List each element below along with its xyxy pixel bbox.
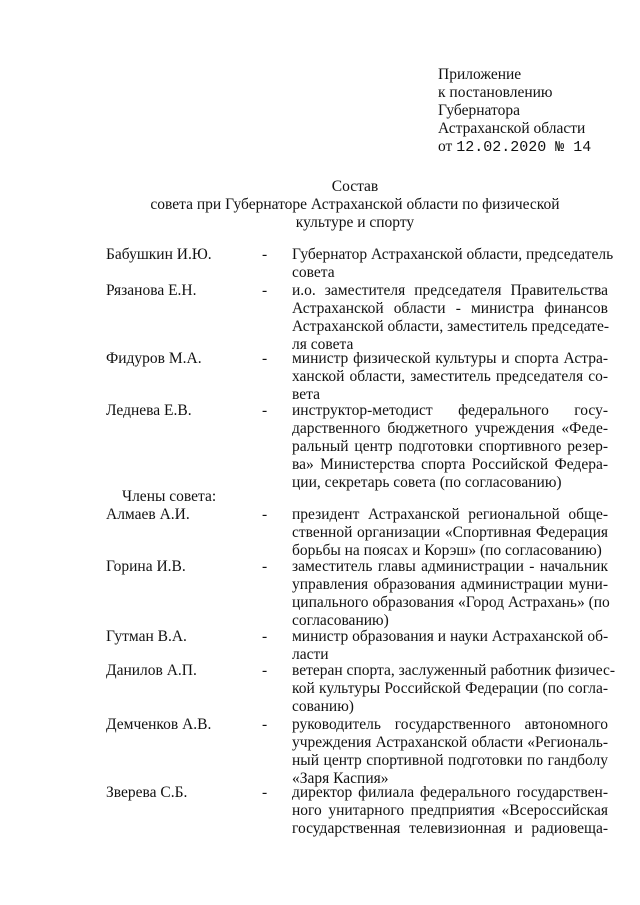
- role-line: ный центр спортивной подготовки по гандболу: [292, 752, 608, 769]
- role-line: Астраханской области, заместитель председате-: [292, 318, 609, 335]
- date-value: 12.02.2020 № 14: [456, 139, 592, 156]
- role-line: кой культуры Российской Федерации (по согла-: [292, 680, 608, 697]
- role-line: Астраханской области - министра финансов: [292, 300, 608, 317]
- role-line: государственная телевизионная и радиовеща-: [292, 820, 608, 837]
- dash: -: [262, 716, 268, 733]
- role-line: инструктор-методист федерального госу-: [292, 402, 608, 419]
- member-name: Бабушкин И.Ю.: [106, 246, 212, 263]
- document-title: [150, 178, 560, 232]
- member-name: Алмаев А.И.: [106, 506, 190, 523]
- dash: -: [262, 402, 268, 419]
- appendix-line: Астраханской области: [438, 120, 586, 137]
- member-name: Зверева С.Б.: [106, 784, 188, 801]
- date-prefix: от: [438, 138, 453, 155]
- role-line: министр образования и науки Астраханской об-: [292, 628, 609, 645]
- role-line: ласти: [292, 646, 329, 663]
- role-line: согласованию): [292, 612, 389, 629]
- member-name: Демченков А.В.: [106, 716, 212, 733]
- role-line: «Заря Каспия»: [292, 770, 389, 787]
- member-role: [292, 282, 608, 354]
- dash: -: [262, 558, 268, 575]
- role-line: ного унитарного предприятия «Всероссийская: [292, 802, 608, 819]
- dash: -: [262, 662, 268, 679]
- role-line: министр физической культуры и спорта Астра-: [292, 350, 608, 367]
- member-role: [292, 784, 608, 838]
- dash: -: [262, 282, 268, 299]
- appendix-block: [438, 66, 591, 157]
- title-line: совета при Губернаторе Астраханской области по физической: [150, 196, 560, 213]
- appendix-line: Приложение: [438, 66, 522, 83]
- role-line: ции, секретарь совета (по согласованию): [292, 474, 562, 491]
- role-line: ральный центр подготовки спортивного резер-: [292, 438, 608, 455]
- appendix-date: [438, 138, 591, 157]
- dash: -: [262, 628, 268, 645]
- role-line: ханской области, заместитель председателя со-: [292, 368, 608, 385]
- title-line: Состав: [331, 178, 379, 195]
- role-line: директор филиала федерального государствен-: [292, 784, 608, 801]
- role-line: дарственного бюджетного учреждения «Феде-: [292, 420, 608, 437]
- dash: -: [262, 784, 268, 801]
- member-role: [292, 506, 608, 560]
- member-role: [292, 628, 608, 664]
- role-line: руководитель государственного автономного: [292, 716, 608, 733]
- role-line: ва» Министерства спорта Российской Федера-: [292, 456, 608, 473]
- member-name: Данилов А.П.: [106, 662, 197, 679]
- dash: -: [262, 506, 268, 523]
- member-name: Рязанова Е.Н.: [106, 282, 197, 299]
- title-line: культуре и спорту: [295, 214, 415, 231]
- role-line: президент Астраханской региональной обще-: [292, 506, 608, 523]
- member-role: [292, 350, 608, 404]
- role-line: борьбы на поясах и Корэш» (по согласованию): [292, 542, 602, 559]
- dash: -: [262, 246, 268, 263]
- role-line: ципального образования «Город Астрахань» (по: [292, 594, 610, 611]
- member-name: Горина И.В.: [106, 558, 186, 575]
- role-line: ветеран спорта, заслуженный работник физичес-: [292, 662, 616, 679]
- role-line: ственной организации «Спортивная Федерация: [292, 524, 608, 541]
- members-heading: Члены совета:: [122, 488, 217, 505]
- member-role: [292, 716, 608, 788]
- member-name: Фидуров М.А.: [106, 350, 202, 367]
- role-line: сованию): [292, 698, 354, 715]
- member-role: [292, 662, 616, 716]
- appendix-line: к постановлению: [438, 84, 553, 101]
- member-role: [292, 402, 608, 492]
- role-line: заместитель главы администрации - начальник: [292, 558, 608, 575]
- appendix-line: Губернатора: [438, 102, 520, 119]
- member-role: [292, 558, 608, 630]
- member-role: [292, 246, 614, 282]
- role-line: совета: [292, 264, 335, 281]
- role-line: вета: [292, 386, 320, 403]
- member-name: Гутман В.А.: [106, 628, 187, 645]
- role-line: Губернатор Астраханской области, председатель: [292, 246, 614, 263]
- role-line: ля совета: [292, 336, 354, 353]
- role-line: и.о. заместителя председателя Правительства: [292, 282, 608, 299]
- role-line: управления образования администрации муни-: [292, 576, 608, 593]
- dash: -: [262, 350, 268, 367]
- member-name: Леднева Е.В.: [106, 402, 192, 419]
- role-line: учреждения Астраханской области «Региональ-: [292, 734, 608, 751]
